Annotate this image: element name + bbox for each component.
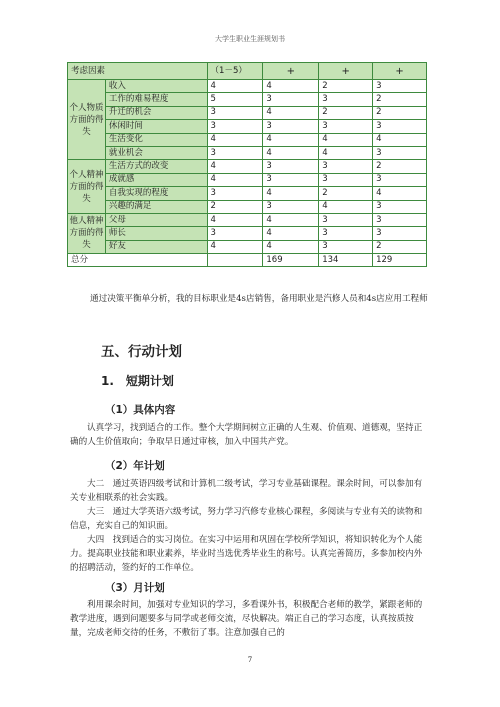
group-label: 个人精神方面的得失 <box>68 160 106 214</box>
table-row <box>68 133 427 146</box>
factor-label: 成就感 <box>105 173 207 186</box>
factor-label: 父母 <box>105 213 207 226</box>
total-cell: 129 <box>373 254 427 267</box>
table-row <box>68 213 427 226</box>
score-cell: 3 <box>373 213 427 226</box>
score-cell: 3 <box>263 173 319 186</box>
score-cell: 3 <box>319 213 373 226</box>
table-row <box>68 146 427 159</box>
factor-label: 兴趣的满足 <box>105 200 207 213</box>
header-col-1: + <box>263 63 319 80</box>
year-plan-item: 大四 找到适合的实习岗位。在实习中运用和巩固在学校所学知识，将知识转化为个人能力。提高职业技能和职业素养，毕业时当选优秀毕业生的称号。认真完善简历，多参加校内外的招聘活动，签约好的工作单位。 <box>70 535 423 574</box>
score-cell: 3 <box>319 227 373 240</box>
score-cell: 3 <box>207 106 263 119</box>
total-row <box>68 254 427 267</box>
score-cell: 4 <box>263 227 319 240</box>
score-cell: 3 <box>373 80 427 93</box>
decision-balance-table <box>67 62 427 267</box>
group-label: 他人精神方面的得失 <box>68 213 106 253</box>
table-row <box>68 80 427 93</box>
factor-label: 就业机会 <box>105 146 207 159</box>
score-cell: 3 <box>263 200 319 213</box>
score-cell: 2 <box>207 200 263 213</box>
score-cell: 4 <box>207 133 263 146</box>
factor-label: 好友 <box>105 240 207 253</box>
conclusion-text: 通过决策平衡单分析，我的目标职业是4s店销售，备用职业是汽修人员和4s店应用工程师 <box>90 294 428 304</box>
score-cell: 4 <box>263 187 319 200</box>
score-cell: 4 <box>319 133 373 146</box>
factor-label: 师长 <box>105 227 207 240</box>
year-plan-item: 大三 通过大学英语六级考试，努力学习汽修专业核心课程，多阅读与专业有关的读物和信息，充实自己的知识面。 <box>70 507 423 532</box>
factor-label: 自我实现的程度 <box>105 187 207 200</box>
table-row <box>68 106 427 119</box>
section-title: 五、行动计划 <box>101 344 182 360</box>
score-cell: 2 <box>373 106 427 119</box>
score-cell: 3 <box>207 227 263 240</box>
table-row <box>68 240 427 253</box>
score-cell: 4 <box>263 80 319 93</box>
table-header-row <box>68 63 427 80</box>
score-cell: 3 <box>207 146 263 159</box>
factor-label: 收入 <box>105 80 207 93</box>
total-cell <box>207 254 263 267</box>
table-row <box>68 200 427 213</box>
factor-label: 生活变化 <box>105 133 207 146</box>
score-cell: 2 <box>373 93 427 106</box>
score-cell: 4 <box>263 146 319 159</box>
total-cell: 169 <box>263 254 319 267</box>
score-cell: 4 <box>207 173 263 186</box>
header-col-3: + <box>373 63 427 80</box>
score-cell: 4 <box>207 240 263 253</box>
header-factor: 考虑因素 <box>68 63 208 80</box>
table-row <box>68 173 427 186</box>
factor-label: 休闲时间 <box>105 120 207 133</box>
score-cell: 5 <box>207 93 263 106</box>
table-row <box>68 160 427 173</box>
score-cell: 3 <box>373 146 427 159</box>
part-text-content: 认真学习，找到适合的工作。整个大学期间树立正确的人生观、价值观、道德观，坚持正确的人生价值取向；争取早日通过审核，加入中国共产党。 <box>70 423 423 448</box>
total-cell: 134 <box>319 254 373 267</box>
score-cell: 4 <box>263 106 319 119</box>
header-col-2: + <box>319 63 373 80</box>
score-cell: 4 <box>319 146 373 159</box>
table-row <box>68 120 427 133</box>
total-label: 总分 <box>68 254 208 267</box>
page-header: 大学生职业生涯规划书 <box>215 35 285 43</box>
score-cell: 3 <box>319 120 373 133</box>
score-cell: 4 <box>373 187 427 200</box>
score-cell: 3 <box>373 173 427 186</box>
score-cell: 4 <box>263 213 319 226</box>
score-cell: 4 <box>207 80 263 93</box>
score-cell: 3 <box>319 240 373 253</box>
score-cell: 3 <box>263 120 319 133</box>
score-cell: 2 <box>319 106 373 119</box>
score-cell: 3 <box>373 200 427 213</box>
score-cell: 4 <box>373 133 427 146</box>
score-cell: 2 <box>319 187 373 200</box>
factor-label: 升迁的机会 <box>105 106 207 119</box>
part-text-month: 利用课余时间，加强对专业知识的学习，多看课外书，积极配合老师的教学，紧跟老师的教学进度，遇到问题要多与同学或老师交流，尽快解决。端正自己的学习态度，认真按质按量，完成老师交待的任务，不敷衍了事。注意加强自己的 <box>70 600 423 639</box>
score-cell: 3 <box>263 160 319 173</box>
score-cell: 4 <box>207 213 263 226</box>
score-cell: 4 <box>263 240 319 253</box>
factor-label: 生活方式的改变 <box>105 160 207 173</box>
header-scale: （1－5） <box>207 63 263 80</box>
score-cell: 4 <box>319 200 373 213</box>
factor-label: 工作的难易程度 <box>105 93 207 106</box>
table-row <box>68 227 427 240</box>
score-cell: 3 <box>207 120 263 133</box>
score-cell: 3 <box>263 93 319 106</box>
score-cell: 3 <box>319 160 373 173</box>
score-cell: 4 <box>263 133 319 146</box>
table-row <box>68 187 427 200</box>
score-cell: 3 <box>373 227 427 240</box>
subsection-title: 1. 短期计划 <box>101 374 174 388</box>
page-number: 7 <box>247 656 253 664</box>
score-cell: 4 <box>207 160 263 173</box>
part-title-year: （2）年计划 <box>105 460 165 472</box>
part-title-month: （3）月计划 <box>105 582 165 594</box>
score-cell: 3 <box>373 120 427 133</box>
part-title-content: （1）具体内容 <box>105 404 176 416</box>
table-row <box>68 93 427 106</box>
score-cell: 3 <box>319 173 373 186</box>
score-cell: 3 <box>319 93 373 106</box>
score-cell: 2 <box>373 160 427 173</box>
score-cell: 2 <box>373 240 427 253</box>
score-cell: 3 <box>207 187 263 200</box>
group-label: 个人物质方面的得失 <box>68 80 106 160</box>
year-plan-item: 大二 通过英语四级考试和计算机二级考试，学习专业基础课程。课余时间，可以参加有关专业相联系的社会实践。 <box>70 479 423 504</box>
score-cell: 2 <box>319 80 373 93</box>
